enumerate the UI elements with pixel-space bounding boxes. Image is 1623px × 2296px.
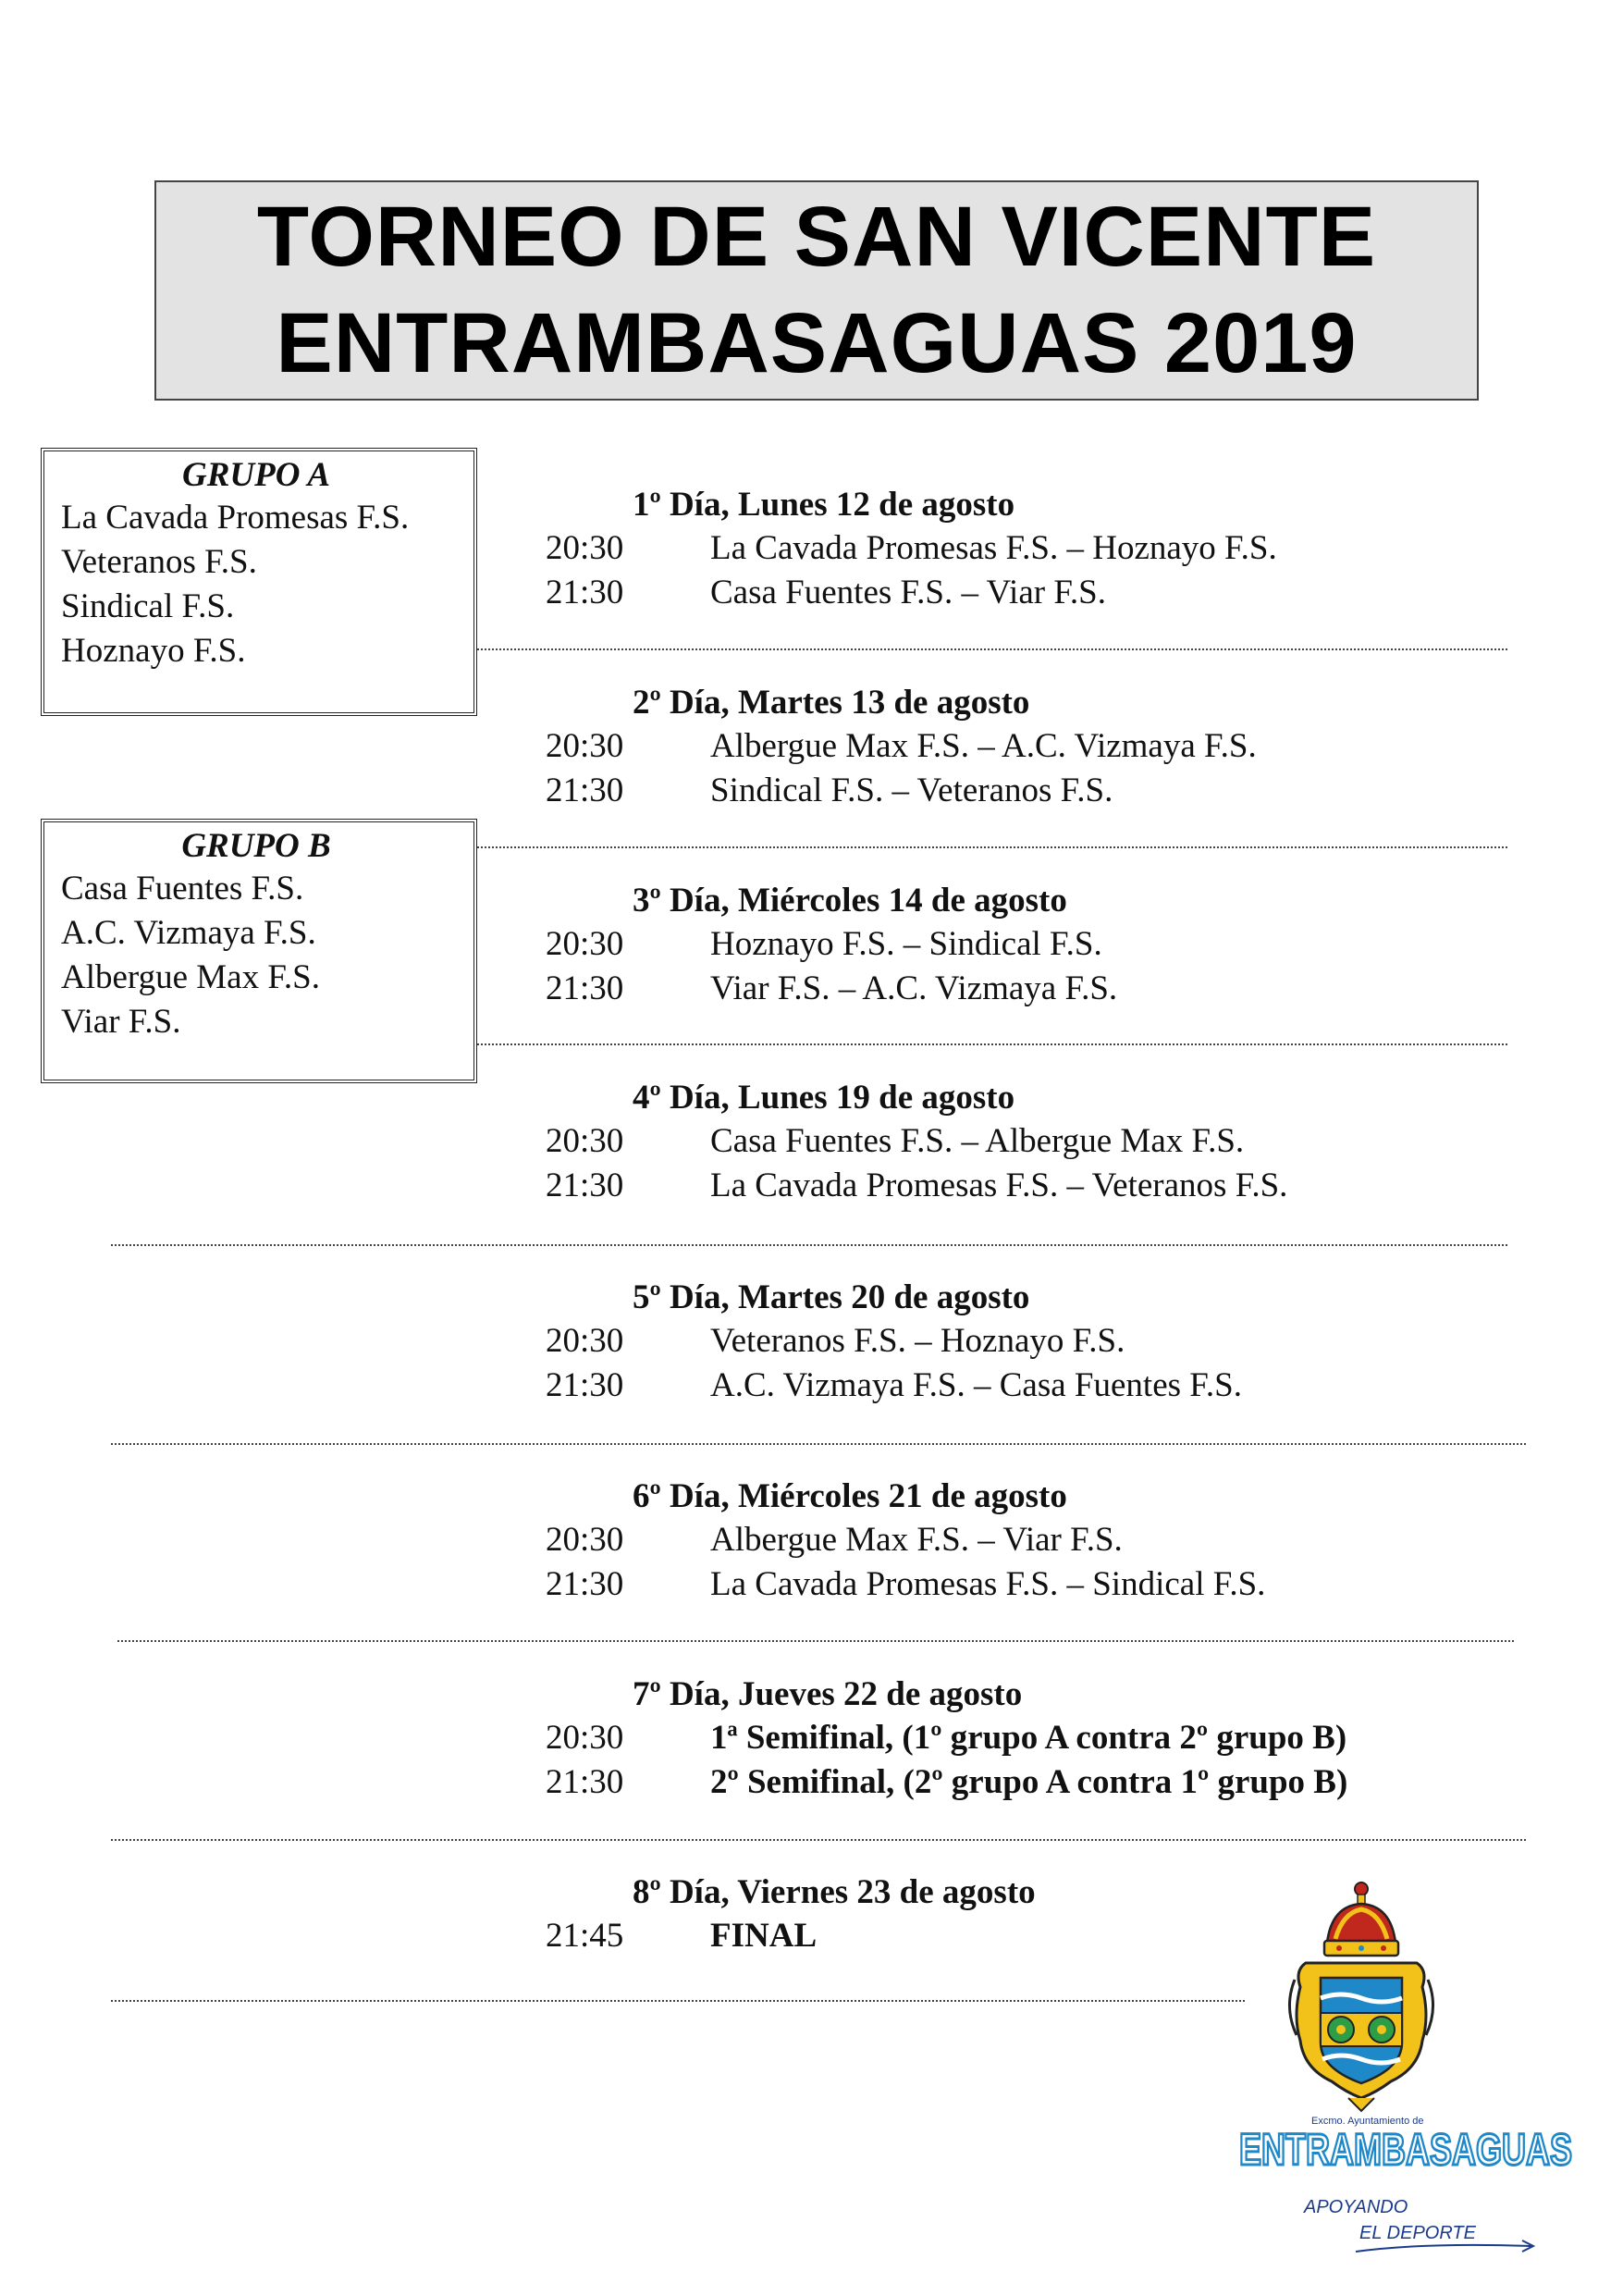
day-title: 5º Día, Martes 20 de agosto [633,1278,1030,1316]
match-row [546,526,1507,571]
match-row [546,1716,1507,1760]
day-title: 3º Día, Miércoles 14 de agosto [633,882,1067,920]
match-time: 21:30 [546,1565,624,1603]
separator-line [111,1244,1507,1246]
match-row [546,1364,1507,1408]
match-row [546,571,1507,615]
match-time: 20:30 [546,727,624,765]
match-teams: La Cavada Promesas F.S. – Hoznayo F.S. [710,529,1277,567]
separator-line [477,846,1507,848]
group-b-title: GRUPO B [181,827,331,865]
separator-line [111,1443,1526,1445]
separator-line [111,1839,1526,1841]
match-teams: Sindical F.S. – Veteranos F.S. [710,772,1113,809]
match-time: 20:30 [546,529,624,567]
day-block-7 [546,1673,1507,1805]
match-teams: Veteranos F.S. – Hoznayo F.S. [710,1322,1125,1360]
match-row [546,1319,1507,1364]
logo-small-text: Excmo. Ayuntamiento de [1311,2116,1424,2127]
day-title: 7º Día, Jueves 22 de agosto [633,1675,1023,1713]
title-line-1: TORNEO DE SAN VICENTE [256,190,1377,284]
group-b-box [41,819,477,1083]
match-row [546,922,1507,967]
day-title: 8º Día, Viernes 23 de agosto [633,1873,1036,1911]
match-time: 21:30 [546,772,624,809]
day-title: 4º Día, Lunes 19 de agosto [633,1079,1015,1117]
group-b-team: Viar F.S. [61,1003,181,1041]
match-time: 20:30 [546,1521,624,1559]
match-time: 20:30 [546,925,624,963]
slogan-line-1: APOYANDO [1304,2197,1408,2217]
match-row [546,1119,1507,1164]
match-time: 20:30 [546,1122,624,1160]
entrambasaguas-logo [1239,1878,1572,2266]
separator-line [477,648,1507,650]
group-b-team: Casa Fuentes F.S. [61,870,304,907]
day-block-6 [546,1475,1507,1607]
match-time: 21:30 [546,1763,624,1801]
match-row [546,1562,1507,1607]
match-row [546,1164,1507,1208]
group-a-team: Hoznayo F.S. [61,632,246,670]
group-b-team: A.C. Vizmaya F.S. [61,914,316,952]
group-a-team: Sindical F.S. [61,587,235,625]
day-title: 2º Día, Martes 13 de agosto [633,684,1030,722]
match-teams: Viar F.S. – A.C. Vizmaya F.S. [710,969,1118,1007]
match-time: 21:30 [546,574,624,611]
match-row [546,1518,1507,1562]
group-a-box [41,448,477,716]
match-time: 21:30 [546,1366,624,1404]
day-title: 1º Día, Lunes 12 de agosto [633,486,1015,524]
slogan-swoosh [1356,2245,1531,2252]
match-time: 20:30 [546,1719,624,1757]
day-block-1 [546,484,1507,615]
group-a-title: GRUPO A [182,456,330,494]
match-row [546,967,1507,1011]
match-teams: La Cavada Promesas F.S. – Sindical F.S. [710,1565,1266,1603]
group-b-team: Albergue Max F.S. [61,958,321,996]
separator-line [477,1043,1507,1045]
match-teams: La Cavada Promesas F.S. – Veteranos F.S. [710,1167,1288,1204]
title-box [154,180,1479,401]
title-line-2: ENTRAMBASAGUAS 2019 [276,296,1358,390]
day-block-3 [546,880,1507,1011]
group-a-team: La Cavada Promesas F.S. [61,499,410,537]
match-time: 20:30 [546,1322,624,1360]
match-teams: 2º Semifinal, (2º grupo A contra 1º grupo B) [710,1763,1348,1801]
coat-of-arms-icon [1289,1963,1432,2111]
crown-icon [1324,1882,1398,1956]
match-time: 21:30 [546,1167,624,1204]
match-teams: Casa Fuentes F.S. – Albergue Max F.S. [710,1122,1245,1160]
separator-line [111,2000,1245,2002]
separator-line [117,1640,1514,1642]
match-row [546,724,1507,769]
match-row [546,769,1507,813]
match-row [546,1760,1507,1805]
match-teams: Albergue Max F.S. – A.C. Vizmaya F.S. [710,727,1257,765]
match-teams: FINAL [710,1917,818,1955]
match-teams: Casa Fuentes F.S. – Viar F.S. [710,574,1107,611]
day-block-2 [546,682,1507,813]
day-block-4 [546,1077,1507,1208]
match-time: 21:30 [546,969,624,1007]
match-time: 21:45 [546,1917,624,1955]
match-teams: Hoznayo F.S. – Sindical F.S. [710,925,1102,963]
match-teams: A.C. Vizmaya F.S. – Casa Fuentes F.S. [710,1366,1242,1404]
day-title: 6º Día, Miércoles 21 de agosto [633,1477,1067,1515]
match-teams: 1ª Semifinal, (1º grupo A contra 2º grupo B) [710,1719,1347,1757]
group-a-team: Veteranos F.S. [61,543,257,581]
logo-name: ENTRAMBASAGUAS [1239,2126,1572,2175]
slogan-line-2: EL DEPORTE [1359,2223,1476,2243]
match-teams: Albergue Max F.S. – Viar F.S. [710,1521,1123,1559]
day-block-5 [546,1277,1507,1408]
